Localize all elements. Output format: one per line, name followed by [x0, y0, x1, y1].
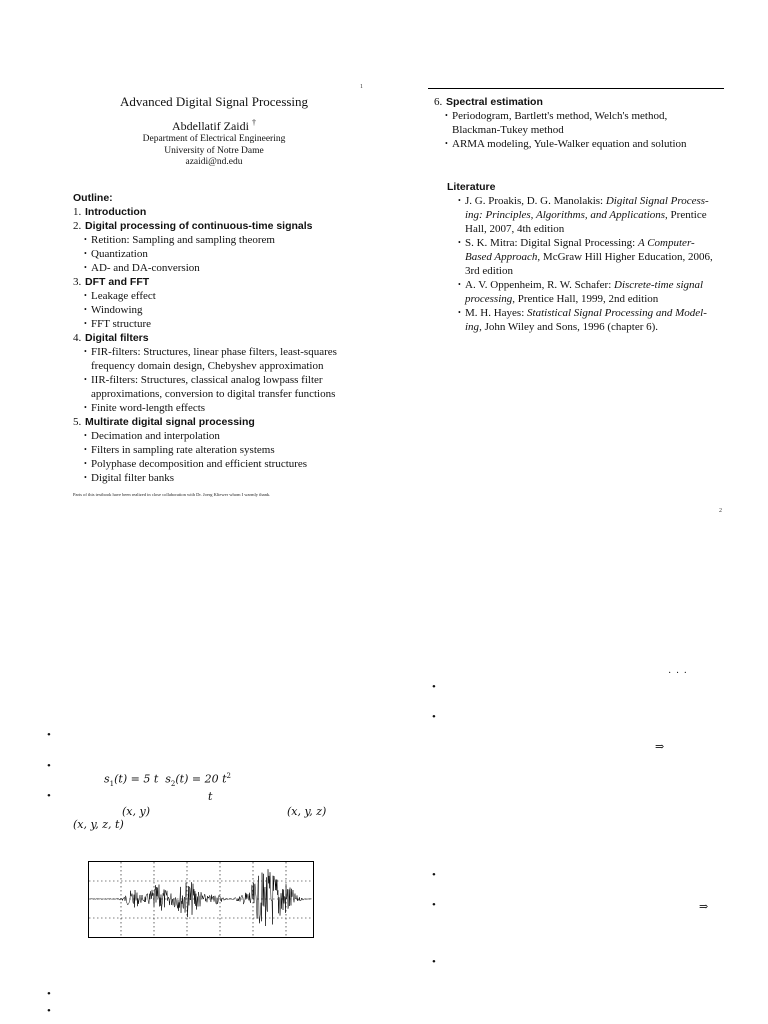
speech-waveform-figure	[88, 861, 314, 938]
outline-item: • Filters in sampling rate alteration systems	[73, 443, 373, 457]
outline-section	[73, 219, 373, 233]
author-name-text: Abdellatif Zaidi	[172, 119, 249, 133]
literature-text: Discrete-time signal	[614, 279, 704, 291]
section-number: 3.	[73, 276, 82, 288]
coord-3d: (x, y, z)	[287, 805, 327, 818]
bullet-l3: •	[47, 790, 51, 802]
literature-text: Based Approach	[465, 251, 538, 263]
outline-item: • FFT structure	[73, 317, 373, 331]
coord-4d: (x, y, z, t)	[73, 818, 124, 831]
bullet-l5: •	[47, 1005, 51, 1017]
outline-item: • FIR-filters: Structures, linear phase filters, least-squares	[73, 345, 373, 359]
outline-item: • IIR-filters: Structures, classical analog lowpass filter	[73, 373, 373, 387]
implies-arrow: ⇒	[699, 900, 709, 913]
coord-2d: (x, y)	[122, 805, 150, 818]
affiliation	[64, 134, 364, 169]
implies-arrow: ⇒	[655, 740, 665, 753]
author-footnote-mark: †	[251, 118, 256, 127]
outline-section	[73, 275, 373, 289]
email: azaidi@nd.edu	[185, 157, 243, 167]
literature-text: , McGraw Hill Higher Education, 2006,	[537, 251, 713, 263]
s1-subscript: 1	[109, 779, 115, 788]
outline-section	[434, 95, 734, 109]
author-name	[64, 118, 364, 134]
bullet-r4: •	[432, 899, 436, 911]
ellipsis: · · ·	[668, 668, 688, 679]
s2-expression: (t) = 20 t	[175, 772, 227, 786]
s2-exponent: 2	[226, 772, 231, 780]
literature-line	[447, 306, 747, 320]
literature-text: ing	[465, 321, 480, 333]
section-title: Introduction	[85, 206, 147, 218]
literature-line	[447, 264, 747, 278]
outline-item: • Windowing	[73, 303, 373, 317]
outline-item: • Periodogram, Bartlett's method, Welch's method,	[434, 109, 734, 123]
s1-expression: (t) = 5 t	[114, 772, 159, 786]
signal-formulas	[104, 772, 231, 788]
section-title: Digital filters	[85, 332, 149, 344]
literature-line	[447, 236, 747, 250]
literature-line	[447, 194, 747, 208]
section-title: Digital processing of continuous-time signals	[85, 220, 313, 232]
outline-item: frequency domain design, Chebyshev approximation	[91, 360, 324, 372]
section-title: Spectral estimation	[446, 96, 543, 108]
literature-text: , Prentice	[665, 209, 707, 221]
university: University of Notre Dame	[164, 145, 264, 156]
literature-line	[447, 222, 747, 236]
literature	[447, 180, 747, 334]
outline-section	[73, 415, 373, 429]
top-rule	[428, 88, 724, 89]
outline-section	[73, 205, 373, 219]
s2-symbol: s	[165, 772, 171, 786]
bullet-l2: •	[47, 760, 51, 772]
literature-text: ing: Principles, Algorithms, and Applications	[465, 209, 666, 221]
section-number: 6.	[434, 96, 443, 108]
s2-subscript: 2	[170, 779, 176, 788]
paper-title: Advanced Digital Signal Processing	[119, 94, 309, 109]
outline-section-6	[434, 95, 734, 151]
literature-text: Statistical Signal Processing and Model-	[527, 307, 707, 319]
bullet-l1: •	[47, 729, 51, 741]
outline	[73, 191, 373, 485]
literature-text: processing	[465, 293, 513, 305]
literature-text: J. G. Proakis, D. G. Manolakis:	[465, 195, 606, 207]
section-number: 5.	[73, 416, 82, 428]
s1-symbol: s	[104, 772, 110, 786]
section-number: 4.	[73, 332, 82, 344]
literature-line	[447, 250, 747, 264]
section-title: DFT and FFT	[85, 276, 150, 288]
outline-item: • Digital filter banks	[73, 471, 373, 485]
outline-item: • Polyphase decomposition and efficient structures	[73, 457, 373, 471]
section-number: 1.	[73, 206, 82, 218]
literature-line	[447, 320, 747, 334]
literature-line	[447, 208, 747, 222]
outline-item: Blackman-Tukey method	[452, 124, 564, 136]
literature-text: S. K. Mitra: Digital Signal Processing:	[465, 237, 638, 249]
page-number: 2	[719, 508, 722, 514]
literature-text: , Prentice Hall, 1999, 2nd edition	[512, 293, 659, 305]
outline-item: • Leakage effect	[73, 289, 373, 303]
literature-text: , John Wiley and Sons, 1996 (chapter 6).	[479, 321, 659, 333]
outline-item: • Retition: Sampling and sampling theorem	[73, 233, 373, 247]
time-variable: t	[208, 790, 213, 803]
literature-heading: Literature	[447, 181, 496, 193]
bullet-l4: •	[47, 988, 51, 1000]
bullet-r5: •	[432, 956, 436, 968]
literature-text: A Computer-	[637, 237, 695, 249]
section-number: 2.	[73, 220, 82, 232]
outline-section	[73, 331, 373, 345]
bullet-r1: •	[432, 681, 436, 693]
literature-text: A. V. Oppenheim, R. W. Schafer:	[465, 279, 614, 291]
literature-text: M. H. Hayes:	[465, 307, 528, 319]
literature-line	[447, 292, 747, 306]
outline-item: approximations, conversion to digital transfer functions	[91, 388, 336, 400]
bullet-r3: •	[432, 869, 436, 881]
page-marker: 1	[360, 84, 363, 90]
outline-heading: Outline:	[73, 192, 113, 204]
outline-item: • Quantization	[73, 247, 373, 261]
department: Department of Electrical Engineering	[142, 134, 286, 144]
literature-text: Digital Signal Process-	[605, 195, 709, 207]
bullet-r2: •	[432, 711, 436, 723]
outline-item: • ARMA modeling, Yule-Walker equation and solution	[434, 137, 734, 151]
outline-item: • Decimation and interpolation	[73, 429, 373, 443]
footnote: Parts of this textbook have been realized in close collaboration with Dr. Joerg Kliewer whom I warmly thank.	[73, 492, 271, 497]
literature-text: 3rd edition	[465, 265, 513, 277]
literature-line	[447, 278, 747, 292]
outline-item: • Finite word-length effects	[73, 401, 373, 415]
literature-text: Hall, 2007, 4th edition	[465, 223, 565, 235]
outline-item: • AD- and DA-conversion	[73, 261, 373, 275]
section-title: Multirate digital signal processing	[85, 416, 255, 428]
